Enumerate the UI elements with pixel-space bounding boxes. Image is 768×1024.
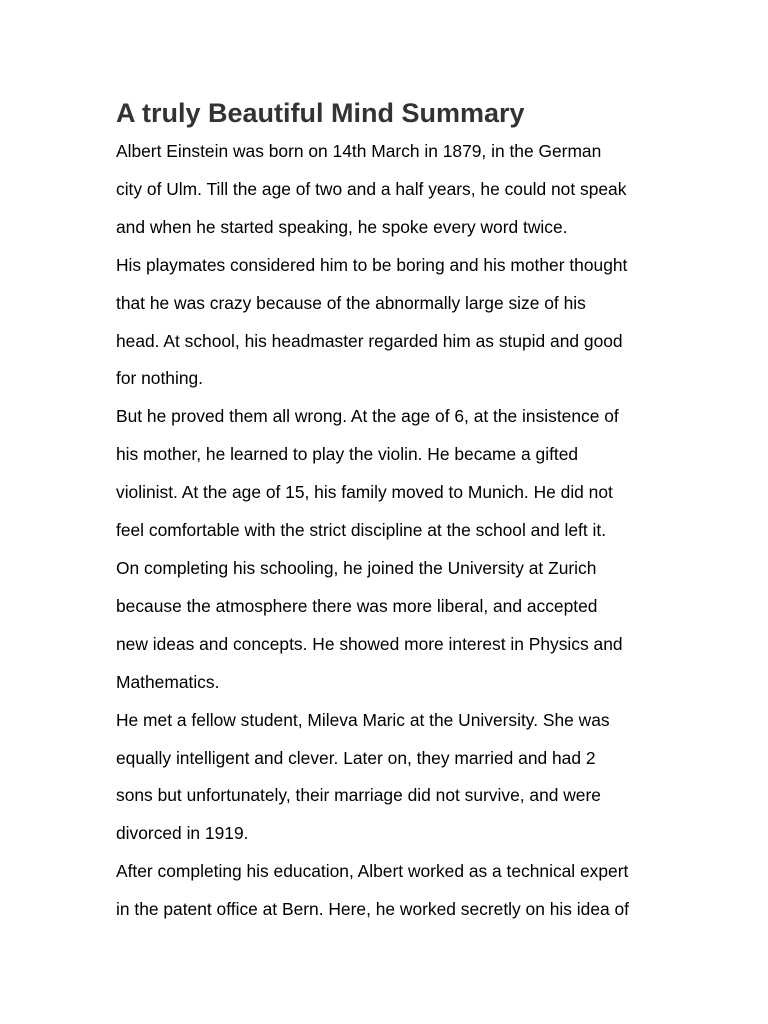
paragraph-2 <box>116 247 676 399</box>
text-line: that he was crazy because of the abnormally large size of his <box>116 292 586 313</box>
paragraph-4 <box>116 550 676 702</box>
text-line: feel comfortable with the strict discipline at the school and left it. <box>116 520 607 541</box>
text-line: his mother, he learned to play the violin. He became a gifted <box>116 444 579 465</box>
text-line: equally intelligent and clever. Later on, they married and had 2 <box>116 747 596 768</box>
text-line: in the patent office at Bern. Here, he worked secretly on his idea of <box>116 899 629 920</box>
text-line: and when he started speaking, he spoke every word twice. <box>116 216 568 237</box>
text-line: After completing his education, Albert worked as a technical expert <box>116 861 629 882</box>
text-line: He met a fellow student, Mileva Maric at the University. She was <box>116 709 610 730</box>
text-line: violinist. At the age of 15, his family moved to Munich. He did not <box>116 482 613 503</box>
text-line: Mathematics. <box>116 671 220 692</box>
paragraph-6 <box>116 853 676 929</box>
text-line: new ideas and concepts. He showed more interest in Physics and <box>116 633 623 654</box>
document-title: A truly Beautiful Mind Summary <box>116 98 525 128</box>
text-line: On completing his schooling, he joined the University at Zurich <box>116 557 597 578</box>
document-body <box>116 133 676 929</box>
text-line: His playmates considered him to be boring and his mother thought <box>116 254 628 275</box>
paragraph-1 <box>116 133 676 247</box>
text-line: Albert Einstein was born on 14th March in 1879, in the German <box>116 141 602 161</box>
text-line: divorced in 1919. <box>116 823 249 844</box>
text-line: for nothing. <box>116 368 204 389</box>
text-line: because the atmosphere there was more liberal, and accepted <box>116 595 598 616</box>
paragraph-5 <box>116 702 676 854</box>
text-line: head. At school, his headmaster regarded him as stupid and good <box>116 330 623 351</box>
text-line: city of Ulm. Till the age of two and a half years, he could not speak <box>116 178 627 199</box>
paragraph-3 <box>116 398 676 550</box>
text-line: sons but unfortunately, their marriage did not survive, and were <box>116 785 601 806</box>
text-line: But he proved them all wrong. At the age of 6, at the insistence of <box>116 406 619 427</box>
